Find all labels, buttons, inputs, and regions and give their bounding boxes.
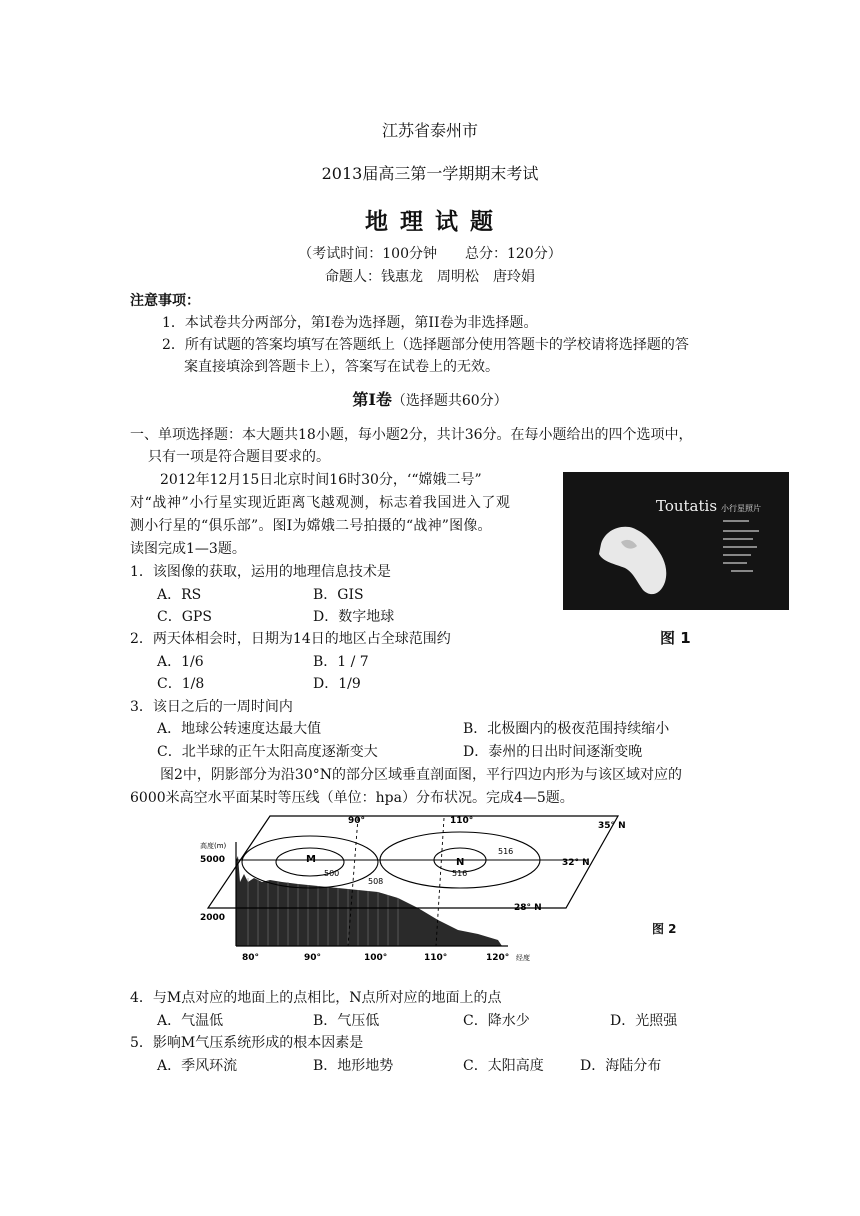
q3-option-c: C．北半球的正午太阳高度逐渐变大 [157, 744, 378, 760]
section1-intro: 一、单项选择题：本大题共18小题，每小题2分，共计36分。在每小题给出的四个选项中， [130, 427, 693, 443]
question-4-stem: 4．与M点对应的地面上的点相比，N点所对应的地面上的点 [130, 990, 502, 1006]
part1-heading [0, 387, 860, 410]
point-m: M [306, 854, 316, 865]
passage2-line2: 6000米高空水平面某时等压线（单位：hpa）分布状况。完成4—5题。 [130, 790, 574, 806]
fig1-title-text: Toutatis [656, 497, 718, 515]
q4-option-b: B．气压低 [313, 1013, 380, 1029]
isobar-516-inner: 516 [452, 869, 468, 878]
q5-option-d: D．海陆分布 [580, 1058, 662, 1074]
isobar-516-outer: 516 [498, 847, 514, 856]
passage1-line4: 读图完成1—3题。 [130, 541, 246, 557]
q4-option-a: A．气温低 [157, 1013, 224, 1029]
axis-label-lon: 经度 [516, 954, 530, 962]
q1-option-d: D．数字地球 [313, 609, 395, 625]
q4-option-d: D．光照强 [610, 1013, 678, 1029]
q5-option-b: B．地形地势 [313, 1058, 394, 1074]
question-3-stem: 3．该日之后的一周时间内 [130, 699, 293, 715]
q5-option-a: A．季风环流 [157, 1058, 238, 1074]
lon-label-100: 100° [364, 953, 388, 963]
q1-option-c: C．GPS [157, 609, 212, 625]
lon-label-110: 110° [424, 953, 448, 963]
question-1-stem: 1．该图像的获取，运用的地理信息技术是 [130, 564, 391, 580]
figure-1-caption: 图 1 [660, 629, 691, 647]
part1-title: 第Ⅰ卷 [352, 390, 392, 409]
section1-intro-cont: 只有一项是符合题目要求的。 [148, 449, 330, 465]
isobar-500: 500 [324, 869, 340, 878]
province-city: 江苏省泰州市 [381, 121, 478, 140]
fig1-title-suffix: 小行星照片 [721, 504, 761, 513]
authors: 命题人：钱惠龙 周明松 唐玲娟 [325, 269, 535, 285]
q3-option-a: A．地球公转速度达最大值 [157, 721, 322, 737]
notice-heading: 注意事项： [130, 293, 200, 309]
q3-option-d: D．泰州的日出时间逐渐变晚 [463, 744, 643, 760]
q4-option-c: C．降水少 [463, 1013, 530, 1029]
lat-label-35: 35° N [598, 821, 626, 831]
figure-2-caption: 图 2 [652, 922, 677, 936]
notice-item-1: 1．本试卷共分两部分，第Ⅰ卷为选择题，第II卷为非选择题。 [162, 315, 538, 331]
figure-2-diagram [198, 812, 626, 967]
q2-option-a: A．1/6 [157, 654, 204, 670]
lon-label-110-top: 110° [450, 816, 474, 826]
q2-option-c: C．1/8 [157, 676, 205, 692]
exam-name: 2013届高三第一学期期末考试 [321, 164, 539, 183]
page-title: 地 理 试 题 [364, 209, 496, 235]
figure-1-image [563, 472, 789, 610]
question-2-stem: 2．两天体相会时，日期为14日的地区占全球范围约 [130, 631, 451, 647]
height-tick-2000: 2000 [200, 913, 226, 923]
isobar-508: 508 [368, 877, 384, 886]
lon-label-120: 120° [486, 953, 510, 963]
q3-option-b: B．北极圈内的极夜范围持续缩小 [463, 721, 670, 737]
lon-label-80: 80° [242, 953, 260, 963]
height-label: 高度(m) [200, 842, 227, 850]
notice-item-2: 2．所有试题的答案均填写在答题纸上（选择题部分使用答题卡的学校请将选择题的答 [162, 337, 689, 353]
lat-label-28: 28° N [514, 903, 542, 913]
notice-item-2-cont: 案直接填涂到答题卡上），答案写在试卷上的无效。 [184, 359, 499, 375]
q2-option-d: D．1/9 [313, 676, 361, 692]
q1-option-b: B．GIS [313, 587, 364, 603]
q1-option-a: A．RS [157, 587, 202, 603]
asteroid-photo [563, 472, 789, 610]
passage1-line2: 对“战神”小行星实现近距离飞越观测，标志着我国进入了观 [130, 495, 511, 511]
question-5-stem: 5．影响M气压系统形成的根本因素是 [130, 1035, 364, 1051]
point-n: N [456, 857, 465, 868]
passage2-line1: 图2中，阴影部分为沿30°N的部分区域垂直剖面图，平行四边内形为与该区域对应的 [160, 767, 682, 783]
lon-label-90: 90° [304, 953, 322, 963]
lat-label-32: 32° N [562, 858, 590, 868]
lon-label-90-top: 90° [348, 816, 366, 826]
passage1-line3: 测小行星的“俱乐部”。图Ⅰ为嫦娥二号拍摄的“战神”图像。 [130, 518, 492, 534]
cross-section-svg [198, 812, 626, 967]
q5-option-c: C．太阳高度 [463, 1058, 544, 1074]
height-tick-5000: 5000 [200, 855, 226, 865]
q2-option-b: B．1 / 7 [313, 654, 369, 670]
part1-subtitle: （选择题共60分） [391, 393, 508, 409]
exam-info: （考试时间：100分钟 总分：120分） [298, 246, 562, 262]
passage1-line1: 2012年12月15日北京时间16时30分，‘“嫦娥二号” [160, 472, 482, 488]
